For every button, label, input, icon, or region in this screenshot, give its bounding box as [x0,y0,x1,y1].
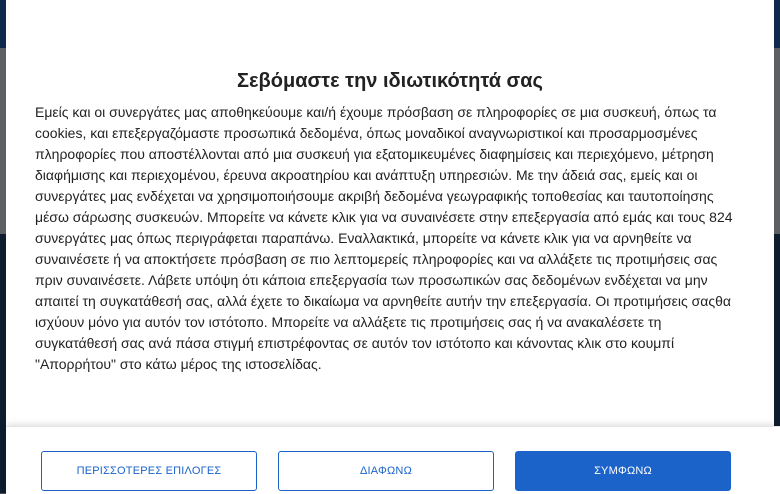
disagree-button[interactable]: ΔΙΑΦΩΝΩ [278,451,494,491]
agree-button[interactable]: ΣΥΜΦΩΝΩ [515,451,731,491]
consent-dialog [6,0,774,493]
dialog-title: Σεβόμαστε την ιδιωτικότητά σας [237,70,543,92]
dialog-body-text: Εμείς και οι συνεργάτες μας αποθηκεύουμε και/ή έχουμε πρόσβαση σε πληροφορίες σε μια συσκευή, όπως τα cookies, και επεξεργαζόμαστε προσωπικά δεδομένα, όπως μοναδικοί αναγνωριστικοί και προσαρμοσμένες πληροφορίες που αποστέλλονται από μια συσκευή για εξατομικευμένες διαφημίσεις και περιεχόμενο, μέτρηση διαφήμισης και περιεχομένου, έρευνα ακροατηρίου και ανάπτυξη υπηρεσιών. Με την άδειά σας, εμείς και οι συνεργάτες μας ενδέχεται να χρησιμοποιήσουμε ακριβή δεδομένα γεωγραφικής τοποθεσίας και ταυτοποίησης μέσω σάρωσης συσκευών. Μπορείτε να κάνετε κλικ για να συναινέσετε στην επεξεργασία από εμάς και τους 824 συνεργάτες μας όπως περιγράφεται παραπάνω. Εναλλακτικά, μπορείτε να κάνετε κλικ για να αρνηθείτε να συναινέσετε ή να αποκτήσετε πρόσβαση σε πιο λεπτομερείς πληροφορίες και να αλλάξετε τις προτιμήσεις σας πριν συναινέσετε. Λάβετε υπόψη ότι κάποια επεξεργασία των προσωπικών σας δεδομένων ενδέχεται να μην απαιτεί τη συγκατάθεσή σας, αλλά έχετε το δικαίωμα να αρνηθείτε αυτήν την επεξεργασία. Οι προτιμήσεις σαςθα ισχύουν μόνο για αυτόν τον ιστότοπο. Μπορείτε να αλλάξετε τις προτιμήσεις σας ή να ανακαλέσετε τη συγκατάθεσή σας ανά πάσα στιγμή επιστρέφοντας σε αυτόν τον ιστότοπο και κάνοντας κλικ στο κουμπί "Απορρήτου" στο κάτω μέρος της ιστοσελίδας. [35,104,733,372]
more-options-button[interactable]: ΠΕΡΙΣΣΟΤΕΡΕΣ ΕΠΙΛΟΓΕΣ [41,451,257,491]
dialog-button-bar [6,426,780,494]
